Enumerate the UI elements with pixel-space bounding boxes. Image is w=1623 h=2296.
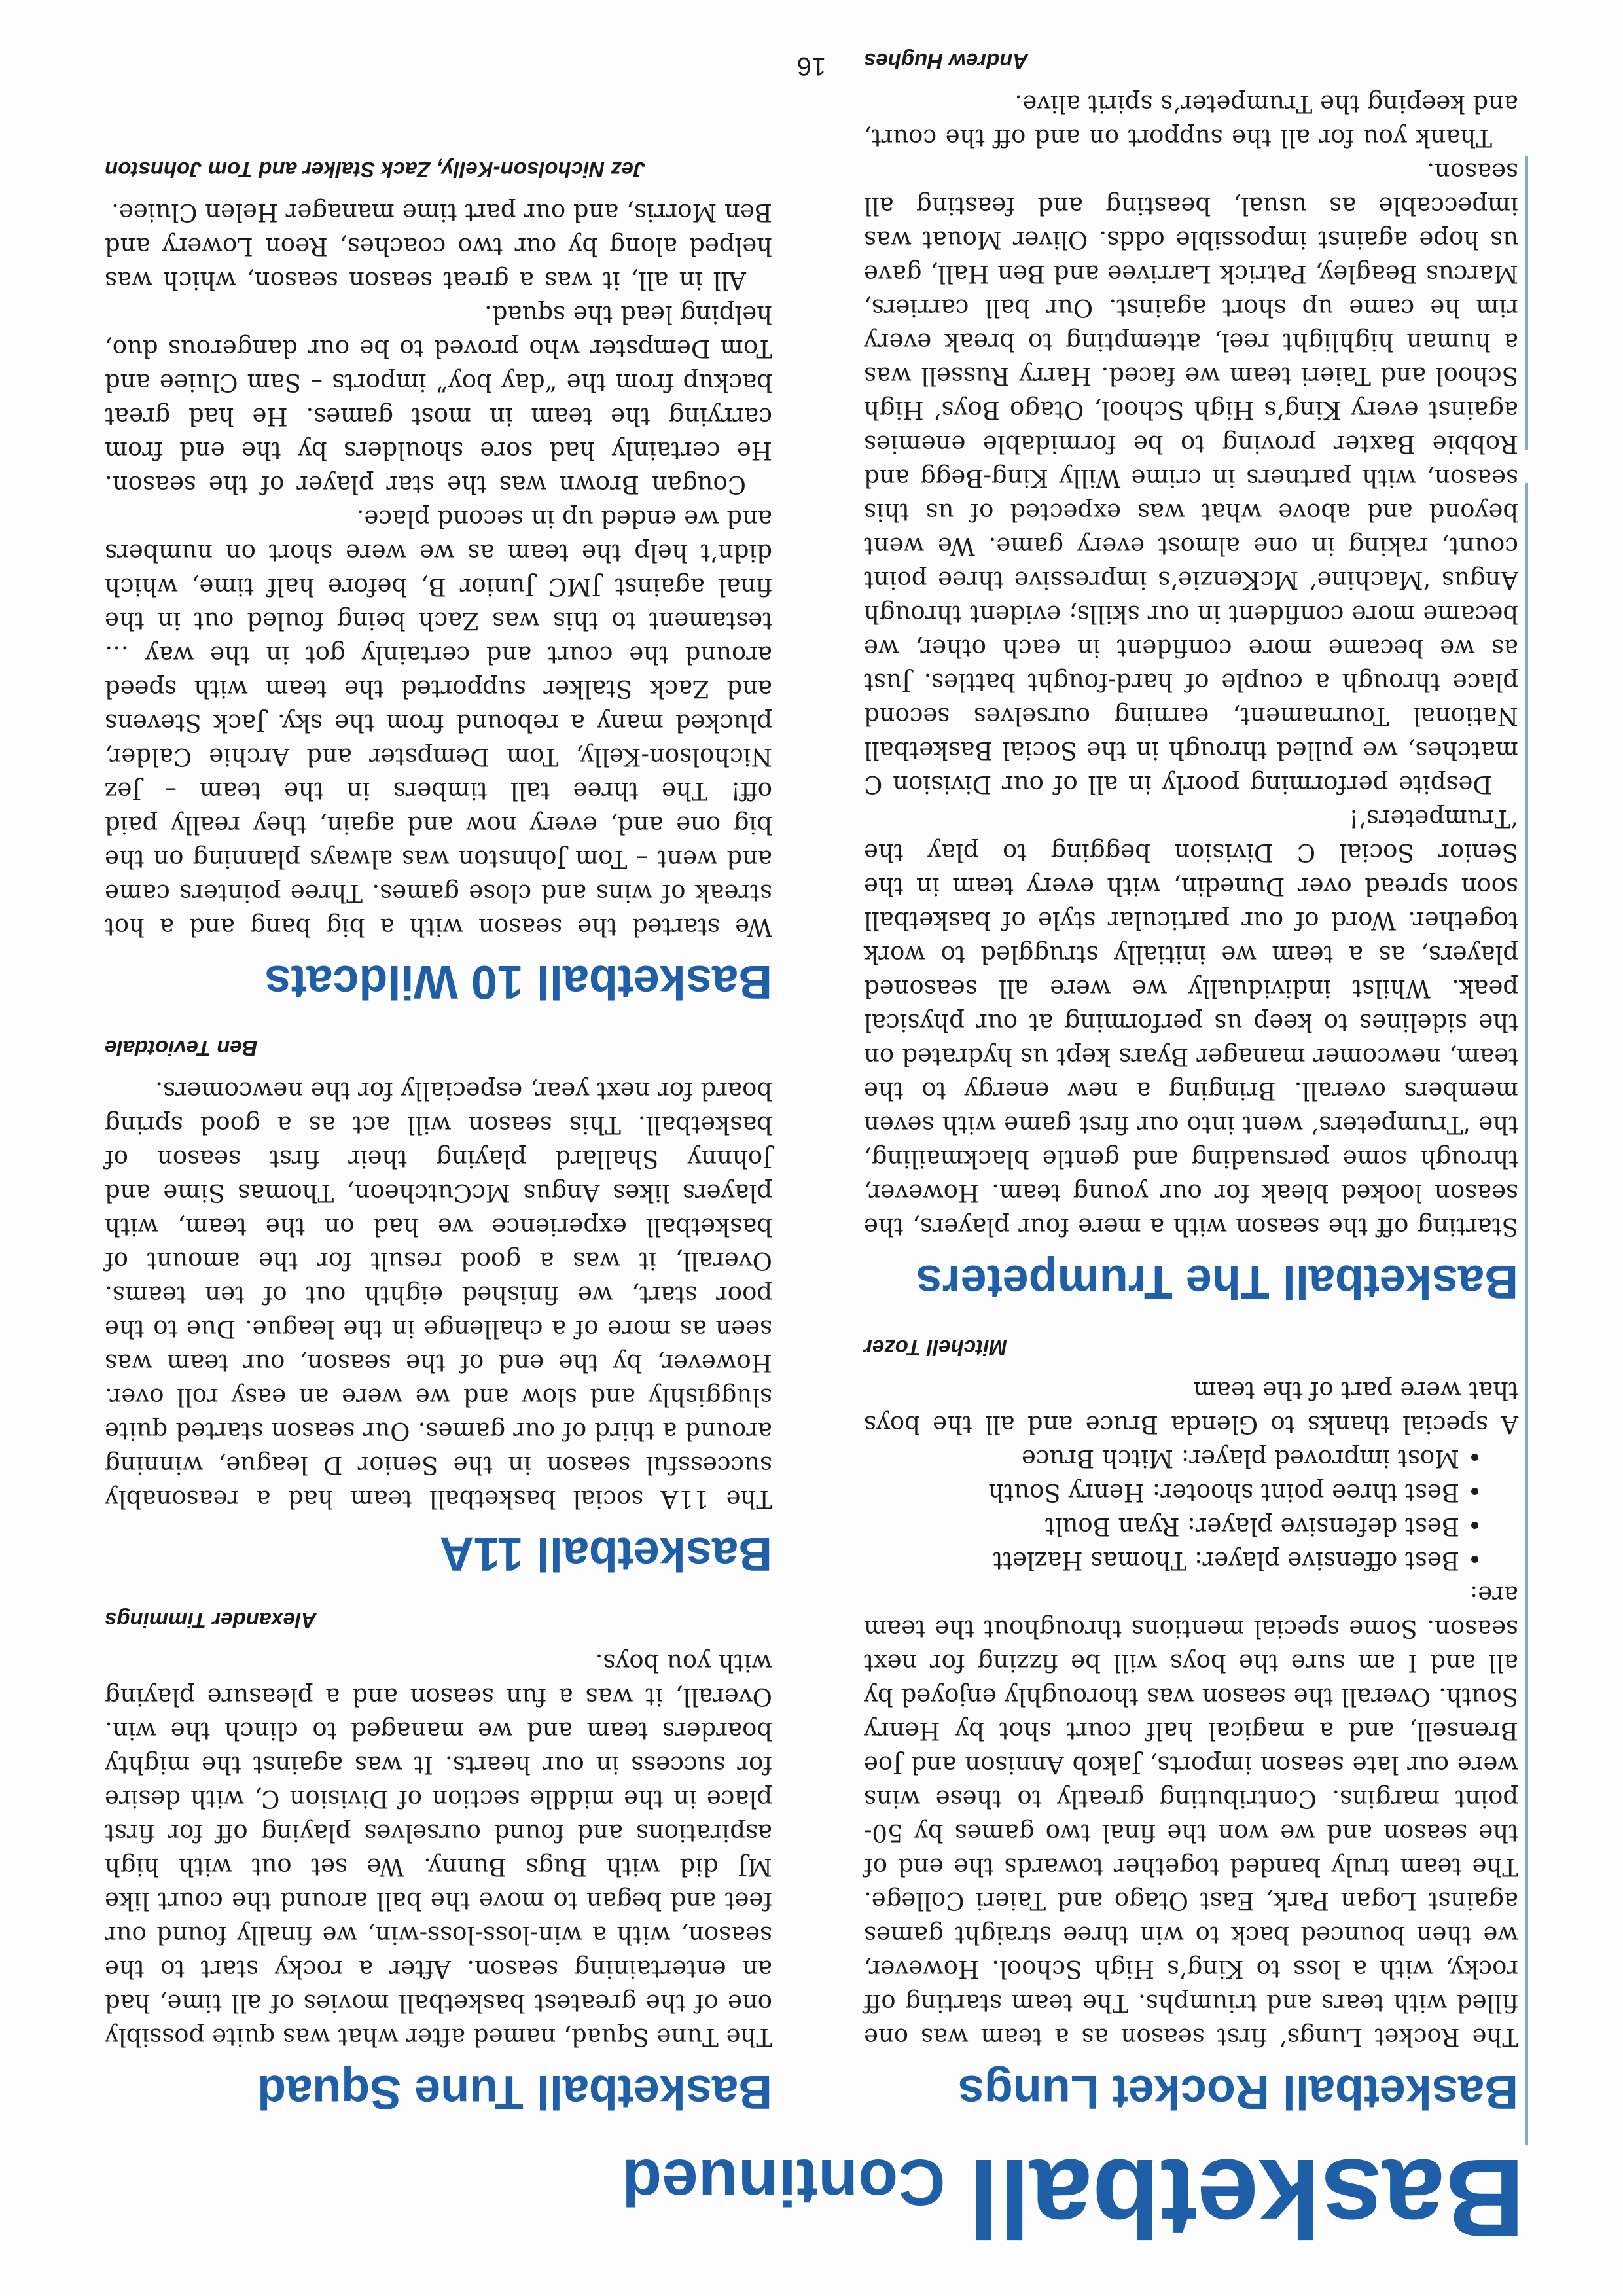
tune-squad-byline: Alexander Timmings bbox=[105, 1608, 317, 1632]
page-number: 16 bbox=[796, 52, 827, 81]
rocket-lungs-closing: A special thanks to Glenda Bruce and all the boys that were part of the team bbox=[864, 1376, 1518, 1439]
list-item: • Best defensive player: Ryan Boult bbox=[864, 1509, 1459, 1543]
left-column bbox=[864, 22, 1518, 2126]
elevenA-paragraph: The 11A social basketball team had a reasonably successful season in the Senior D league, winning around a third of our games. Our season started quite sluggishly and slow and we were an easy roll over. However, by the end of the season, our team was seen as more of a challenge in the league. Due to the poor start, we finished eighth out of ten teams. Overall, it was a good result for the amount of basketball experience we had on the team, with players likes Angus McCutcheon, Thomas Sime and Johnny Shallard playing their first season of basketball. This season will act as a good spring board for next year, especially for the newcomers. bbox=[105, 1077, 772, 1513]
rocket-lungs-byline: Mitchell Tozer bbox=[864, 1336, 1007, 1360]
right-column bbox=[105, 131, 772, 2126]
column-rule-left-lower bbox=[1525, 156, 1528, 450]
column-rule-left bbox=[1525, 483, 1528, 2145]
trumpeters-paragraph: Starting off the season with a mere four players, the season looked bleak for our young team. However, through some persuading and gentle blackmailing, the ‘Trumpeters’ went into our first game with seven members overall. Bringing a new energy to the team, newcomer manager Byars kept us hydrated on the sidelines to keep us performing at our physical peak. Whilst individually we were all seasoned players, as a team we initially struggled to work together. Word of our particular style of basketball soon spread over Dunedin, with every team in the Senior Social C Division begging to play the ‘Trumpeters’! bbox=[864, 804, 1518, 1241]
trumpeters-byline: Andrew Hughes bbox=[864, 49, 1029, 73]
trumpeters-paragraph: Despite performing poorly in all of our Division C matches, we pulled through in the Social Basketball National Tournament, earning ourselves second place through a couple of hard-fought battles. Just as we became more confident in each other, we became more confident in our skills; evident through Angus ‘Machine’ McKenzie’s impressive three point count, raking in one almost every game. We went beyond and above what was expected of us this season, with partners in crime Willy King-Begg and Robbie Baxter proving to be formidable enemies against every King’s High School, Otago Boys’ High School and Taieri team we faced. Harry Russell was a human highlight reel, attempting to break every rim he came up short against. Our ball carriers, Marcus Beagley, Patrick Larrivee and Ben Hall, gave us hope against impossible odds. Oliver Mouat was impeccable as usual, beasting and feasting all season. bbox=[864, 158, 1518, 798]
wildcats-paragraph: Cougan Brown was the star player of the season. He certainly had sore shoulders by the end from carrying the team in most games. He had great backup from the “day boy” imports – Sam Cluiee and Tom Dempster who proved to be our dangerous duo, helping lead the squad. bbox=[105, 300, 772, 499]
trumpeters-paragraph: Thank you for all the support on and off the court, and keeping the Trumpeter’s spirit alive. bbox=[864, 90, 1518, 152]
elevenA-byline: Ben Teviotdale bbox=[105, 1036, 258, 1060]
trumpeters-heading: Basketball The Trumpeters bbox=[916, 1255, 1518, 1308]
mentions-list bbox=[864, 1441, 1518, 1577]
wildcats-byline: Jez Nicholson-Kelly, Zack Stalker and Tom Johnston bbox=[105, 158, 646, 182]
tune-squad-paragraph: The Tune Squad, named after what was quite possibly one of the greatest basketball movies of all time, had an entertaining season. After a rocky start to the season, with a win-loss-loss-win, we finally found our feet and began to move the ball around the court like MJ did with Bugs Bunny. We set out with high aspirations and found ourselves playing off for first place in the middle section of Division C, with desire for success in our hearts. It was against the mighty boarders team and we managed to clinch the win. Overall, it was a fun season and a pleasure playing with you boys. bbox=[105, 1649, 772, 2051]
page-subtitle: Continued bbox=[622, 2145, 946, 2219]
tune-squad-heading: Basketball Tune Squad bbox=[257, 2066, 772, 2118]
title-block bbox=[85, 2136, 1525, 2260]
wildcats-heading: Basketball 10 Wildcats bbox=[264, 956, 772, 1008]
rocket-lungs-heading: Basketball Rocket Lungs bbox=[957, 2066, 1518, 2118]
wildcats-paragraph: All in all, it was a great season season, which was helped along by our two coaches, Reon Lowery and Ben Morris, and our part time manager Helen Cluiee. bbox=[105, 198, 772, 295]
list-item: • Most improved player: Mitch Bruce bbox=[864, 1441, 1459, 1475]
rocket-lungs-paragraph: The Rocket Lungs’ first season as a team was one filled with tears and triumphs. The team starting off rocky, with a loss to King’s High School. However, we then bounced back to win three straight games against Logan Park, East Otago and Taieri College. The team truly banded together towards the end of the season and we won the final two games by 50-point margins. Contributing greatly to these wins were our late season imports, Jakob Annison and Joe Brensell, and a magical half court shot by Henry South. Overall the season was thoroughly enjoyed by all and I am sure the boys will be fizzing for next season. Some special mentions throughout the team are: bbox=[864, 1581, 1518, 2051]
elevenA-heading: Basketball 11A bbox=[439, 1528, 772, 1580]
page-title: Basketball bbox=[968, 2136, 1525, 2260]
list-item: • Best three point shooter: Henry South bbox=[864, 1475, 1459, 1509]
list-item: • Best offensive player: Thomas Hazlett bbox=[864, 1543, 1459, 1577]
wildcats-paragraph: We started the season with a big bang and a hot streak of wins and close games. Three pointers came and went – Tom Johnston was always planning on the big one and, every now and again, they really paid off! The three tall timbers in the team – Jez Nicholson-Kelly, Tom Dempster and Archie Calder, plucked many a rebound from the sky. Jack Stevens and Zack Stalker supported the team with speed around the court and certainly got in the way … testament to this was Zach being fouled out in the final against JMC Junior B, before half time, which didn’t help the team as we were short on numbers and we ended up in second place. bbox=[105, 505, 772, 941]
